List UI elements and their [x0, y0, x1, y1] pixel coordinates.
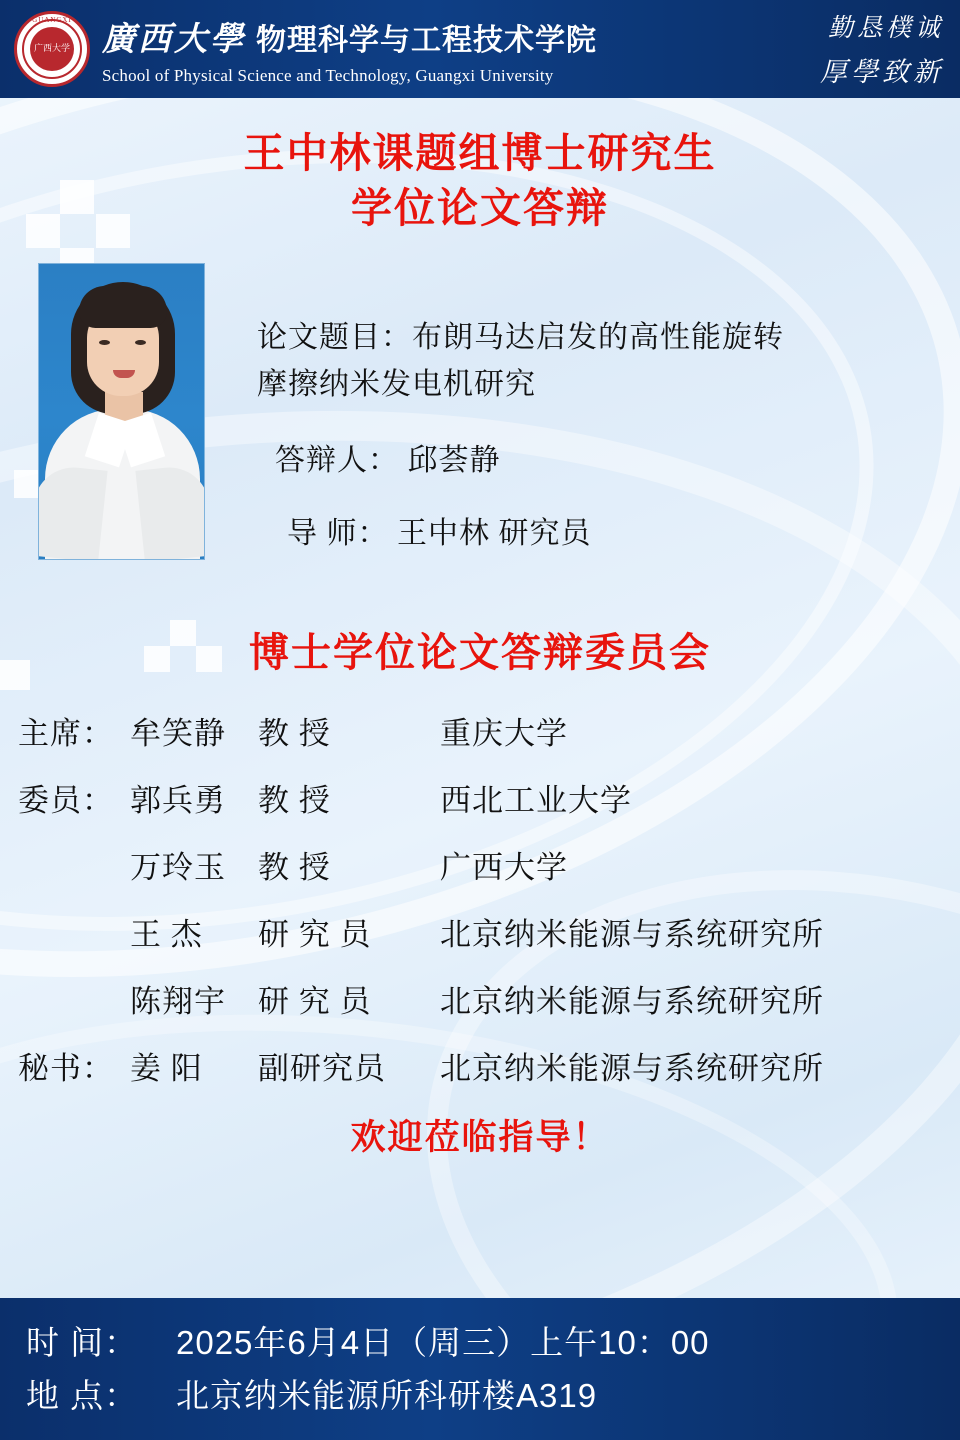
defense-details [257, 263, 784, 583]
committee-row [18, 976, 946, 1021]
page-title [0, 126, 960, 235]
committee-name: 陈翔宇 [130, 984, 226, 1020]
committee-title: 教 授 [258, 783, 331, 819]
committee-org: 广西大学 [440, 850, 568, 886]
poster-header [0, 0, 960, 98]
committee-org: 北京纳米能源与系统研究所 [440, 917, 824, 953]
college-name-en: School of Physical Science and Technology, Guangxi University [102, 65, 554, 85]
thesis-title-line-1: 论文题目：布朗马达启发的高性能旋转 [257, 321, 784, 355]
committee-name: 牟笑静 [130, 716, 226, 752]
committee-name: 万玲玉 [130, 850, 226, 886]
committee-name: 姜 阳 [130, 1051, 203, 1087]
poster-footer [0, 1298, 960, 1440]
college-name-cn: 物理科学与工程技术学院 [256, 23, 597, 57]
committee-name: 王 杰 [130, 917, 203, 953]
committee-org: 西北工业大学 [440, 783, 632, 819]
committee-title: 教 授 [258, 850, 331, 886]
page-title-line-1: 王中林课题组博士研究生 [243, 130, 717, 176]
speaker-portrait [38, 263, 205, 560]
committee-role: 秘书： [18, 1051, 114, 1087]
time-row [26, 1316, 960, 1369]
poster-main [0, 126, 960, 1160]
committee-org: 重庆大学 [440, 716, 568, 752]
advisor-line: 导 师： 王中林 研究员 [287, 516, 592, 550]
university-crest-icon [14, 11, 90, 87]
time-value: 2025年6月4日（周三）上午10：00 [176, 1324, 710, 1361]
committee-org: 北京纳米能源与系统研究所 [440, 984, 824, 1020]
committee-title: 研 究 员 [258, 984, 372, 1020]
committee-org: 北京纳米能源与系统研究所 [440, 1051, 824, 1087]
committee-role: 委员： [18, 783, 114, 819]
committee-role: 主席： [18, 716, 114, 752]
committee-title: 研 究 员 [258, 917, 372, 953]
motto-line-1: 勤恳樸诚 [827, 15, 944, 42]
motto-line-2: 厚學致新 [820, 57, 944, 87]
university-motto [820, 8, 944, 89]
committee-row [18, 909, 946, 954]
committee-name: 郭兵勇 [130, 783, 226, 819]
committee-row [18, 1043, 946, 1088]
university-name-cn: 廣西大學 [102, 21, 246, 58]
welcome-message: 欢迎莅临指导！ [350, 1118, 610, 1158]
page-title-line-2: 学位论文答辩 [351, 184, 609, 231]
thesis-title-line-2: 摩擦纳米发电机研究 [257, 367, 536, 401]
crest-top-text: GUANGXI [32, 16, 72, 24]
crest-inner-text: 广西大学 [30, 27, 74, 71]
place-label: 地 点： [26, 1377, 139, 1415]
time-label: 时 间： [26, 1324, 139, 1361]
speaker-name-line: 答辩人： 邱荟静 [275, 444, 501, 478]
place-value: 北京纳米能源所科研楼A319 [176, 1377, 598, 1415]
committee-heading: 博士学位论文答辩委员会 [249, 631, 711, 676]
speaker-section [0, 263, 960, 583]
place-row [26, 1369, 960, 1422]
committee-title: 教 授 [258, 716, 331, 752]
committee-list [0, 708, 960, 1088]
committee-row [18, 775, 946, 820]
committee-row [18, 708, 946, 753]
committee-row [18, 842, 946, 887]
header-titles [102, 13, 597, 86]
committee-title: 副研究员 [258, 1051, 386, 1087]
